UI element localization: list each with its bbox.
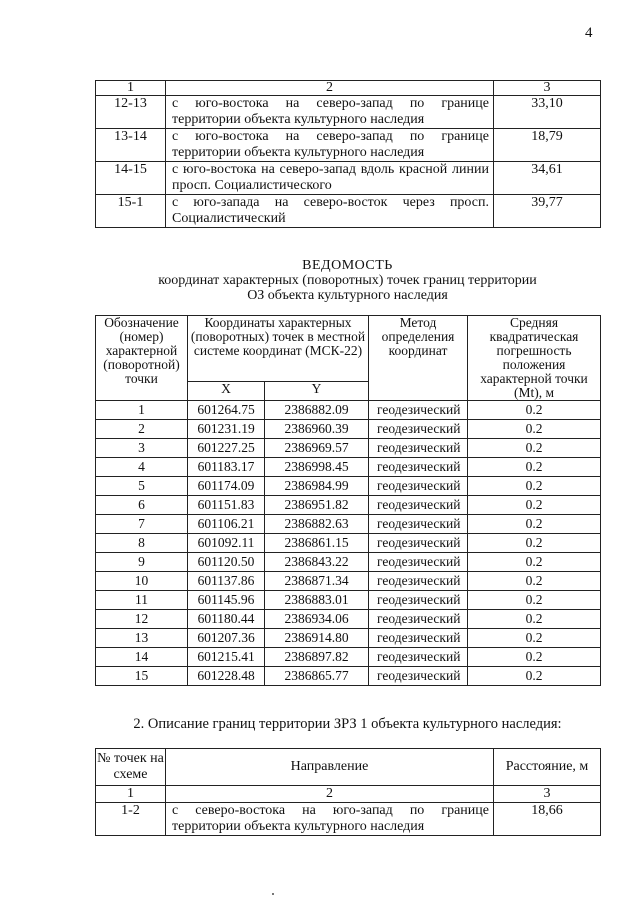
error-value: 0.2: [468, 648, 601, 667]
header-coordinates: Координаты характерных (поворотных) точек в местной системе координат (МСК-22): [188, 316, 369, 382]
header-distance: Расстояние, м: [494, 749, 601, 786]
error-value: 0.2: [468, 458, 601, 477]
header-error: Средняя квадратическая погрешность положения характерной точки (Mt), м: [468, 316, 601, 401]
table-row: [96, 553, 601, 572]
table-row: [96, 162, 601, 195]
error-value: 0.2: [468, 667, 601, 686]
method: геодезический: [369, 515, 468, 534]
error-value: 0.2: [468, 629, 601, 648]
column-number-3: 3: [494, 786, 601, 803]
table-row: [96, 496, 601, 515]
zrz-boundary-table: [95, 748, 601, 836]
method: геодезический: [369, 610, 468, 629]
segment-distance: 18,66: [494, 803, 601, 836]
coordinate-y: 2386984.99: [265, 477, 369, 496]
coordinate-x: 601137.86: [188, 572, 265, 591]
header-point-designation: Обозначение (номер) характерной (поворотной) точки: [96, 316, 188, 401]
point-number: 4: [96, 458, 188, 477]
point-number: 12: [96, 610, 188, 629]
error-value: 0.2: [468, 496, 601, 515]
coordinate-y: 2386882.09: [265, 401, 369, 420]
segment-direction: с юго-востока на северо-запад вдоль красной линии просп. Социалистического: [166, 162, 494, 195]
error-value: 0.2: [468, 401, 601, 420]
header-direction: Направление: [166, 749, 494, 786]
error-value: 0.2: [468, 534, 601, 553]
coordinate-x: 601264.75: [188, 401, 265, 420]
segment-id: 15-1: [96, 195, 166, 228]
point-number: 13: [96, 629, 188, 648]
method: геодезический: [369, 648, 468, 667]
coordinate-x: 601145.96: [188, 591, 265, 610]
coordinates-table: [95, 315, 601, 686]
coordinate-x: 601183.17: [188, 458, 265, 477]
segment-id: 12-13: [96, 96, 166, 129]
coordinate-x: 601207.36: [188, 629, 265, 648]
table-row: [96, 401, 601, 420]
method: геодезический: [369, 477, 468, 496]
table-row: [96, 439, 601, 458]
method: геодезический: [369, 420, 468, 439]
table-row: [96, 420, 601, 439]
segment-distance: 34,61: [494, 162, 601, 195]
scan-speck: [272, 893, 274, 895]
segment-direction: с юго-запада на северо-восток через просп. Социалистический: [166, 195, 494, 228]
coordinate-x: 601215.41: [188, 648, 265, 667]
coordinate-y: 2386897.82: [265, 648, 369, 667]
header-method: Метод определения координат: [369, 316, 468, 401]
point-number: 8: [96, 534, 188, 553]
statement-subtitle-line-1: координат характерных (поворотных) точек границ территории: [158, 273, 537, 288]
header-x: X: [188, 381, 265, 400]
header-y: Y: [265, 381, 369, 400]
method: геодезический: [369, 401, 468, 420]
method: геодезический: [369, 572, 468, 591]
coordinate-x: 601227.25: [188, 439, 265, 458]
table-row: [96, 629, 601, 648]
segment-direction: с северо-востока на юго-запад по границе территории объекта культурного наследия: [166, 803, 494, 836]
header-point-numbers: № точек на схеме: [96, 749, 166, 786]
coordinate-y: 2386882.63: [265, 515, 369, 534]
statement-heading: [95, 258, 600, 303]
coordinate-y: 2386998.45: [265, 458, 369, 477]
method: геодезический: [369, 629, 468, 648]
table-row: [96, 591, 601, 610]
table-row: [96, 803, 601, 836]
segment-distance: 18,79: [494, 129, 601, 162]
method: геодезический: [369, 496, 468, 515]
segment-id: 14-15: [96, 162, 166, 195]
coordinate-x: 601151.83: [188, 496, 265, 515]
column-number-2: 2: [166, 786, 494, 803]
coordinate-y: 2386969.57: [265, 439, 369, 458]
error-value: 0.2: [468, 553, 601, 572]
table-row: [96, 129, 601, 162]
method: геодезический: [369, 667, 468, 686]
coordinate-x: 601228.48: [188, 667, 265, 686]
table-row: [96, 96, 601, 129]
coordinate-x: 601092.11: [188, 534, 265, 553]
zrz-header-row: [96, 749, 601, 786]
coordinate-y: 2386843.22: [265, 553, 369, 572]
table-row: [96, 515, 601, 534]
statement-subtitle-line-2: ОЗ объекта культурного наследия: [247, 288, 448, 303]
table-row: [96, 610, 601, 629]
coordinate-y: 2386883.01: [265, 591, 369, 610]
coordinate-x: 601174.09: [188, 477, 265, 496]
statement-title: ВЕДОМОСТЬ: [302, 258, 393, 273]
coordinate-x: 601120.50: [188, 553, 265, 572]
segment-direction: с юго-востока на северо-запад по границе территории объекта культурного наследия: [166, 96, 494, 129]
error-value: 0.2: [468, 572, 601, 591]
segment-direction: с юго-востока на северо-запад по границе территории объекта культурного наследия: [166, 129, 494, 162]
point-number: 9: [96, 553, 188, 572]
coordinate-x: 601231.19: [188, 420, 265, 439]
error-value: 0.2: [468, 610, 601, 629]
table-header-row: [96, 81, 601, 96]
segment-distance: 33,10: [494, 96, 601, 129]
coordinate-x: 601180.44: [188, 610, 265, 629]
table-row: [96, 648, 601, 667]
table-row: [96, 572, 601, 591]
table-row: [96, 534, 601, 553]
point-number: 11: [96, 591, 188, 610]
point-number: 5: [96, 477, 188, 496]
point-number: 3: [96, 439, 188, 458]
column-number-1: 1: [96, 81, 166, 96]
point-number: 1: [96, 401, 188, 420]
coordinate-y: 2386934.06: [265, 610, 369, 629]
error-value: 0.2: [468, 439, 601, 458]
section-2-title: 2. Описание границ территории ЗРЗ 1 объекта культурного наследия:: [133, 716, 562, 732]
coordinate-y: 2386861.15: [265, 534, 369, 553]
method: геодезический: [369, 553, 468, 572]
error-value: 0.2: [468, 515, 601, 534]
column-number-3: 3: [494, 81, 601, 96]
point-number: 10: [96, 572, 188, 591]
method: геодезический: [369, 458, 468, 477]
table-row: [96, 458, 601, 477]
coordinate-y: 2386914.80: [265, 629, 369, 648]
coordinate-y: 2386871.34: [265, 572, 369, 591]
page-number: 4: [585, 25, 593, 41]
method: геодезический: [369, 591, 468, 610]
table-row: [96, 195, 601, 228]
boundary-description-table-continued: [95, 80, 601, 228]
error-value: 0.2: [468, 591, 601, 610]
coordinate-y: 2386865.77: [265, 667, 369, 686]
method: геодезический: [369, 439, 468, 458]
point-number: 2: [96, 420, 188, 439]
column-number-2: 2: [166, 81, 494, 96]
point-number: 7: [96, 515, 188, 534]
error-value: 0.2: [468, 420, 601, 439]
error-value: 0.2: [468, 477, 601, 496]
coordinate-x: 601106.21: [188, 515, 265, 534]
table-row: [96, 477, 601, 496]
segment-id: 1-2: [96, 803, 166, 836]
point-number: 15: [96, 667, 188, 686]
segment-distance: 39,77: [494, 195, 601, 228]
table-row: [96, 667, 601, 686]
coordinate-y: 2386951.82: [265, 496, 369, 515]
coordinate-y: 2386960.39: [265, 420, 369, 439]
segment-id: 13-14: [96, 129, 166, 162]
zrz-number-row: [96, 786, 601, 803]
coordinates-header-row: [96, 316, 601, 382]
point-number: 14: [96, 648, 188, 667]
method: геодезический: [369, 534, 468, 553]
point-number: 6: [96, 496, 188, 515]
column-number-1: 1: [96, 786, 166, 803]
